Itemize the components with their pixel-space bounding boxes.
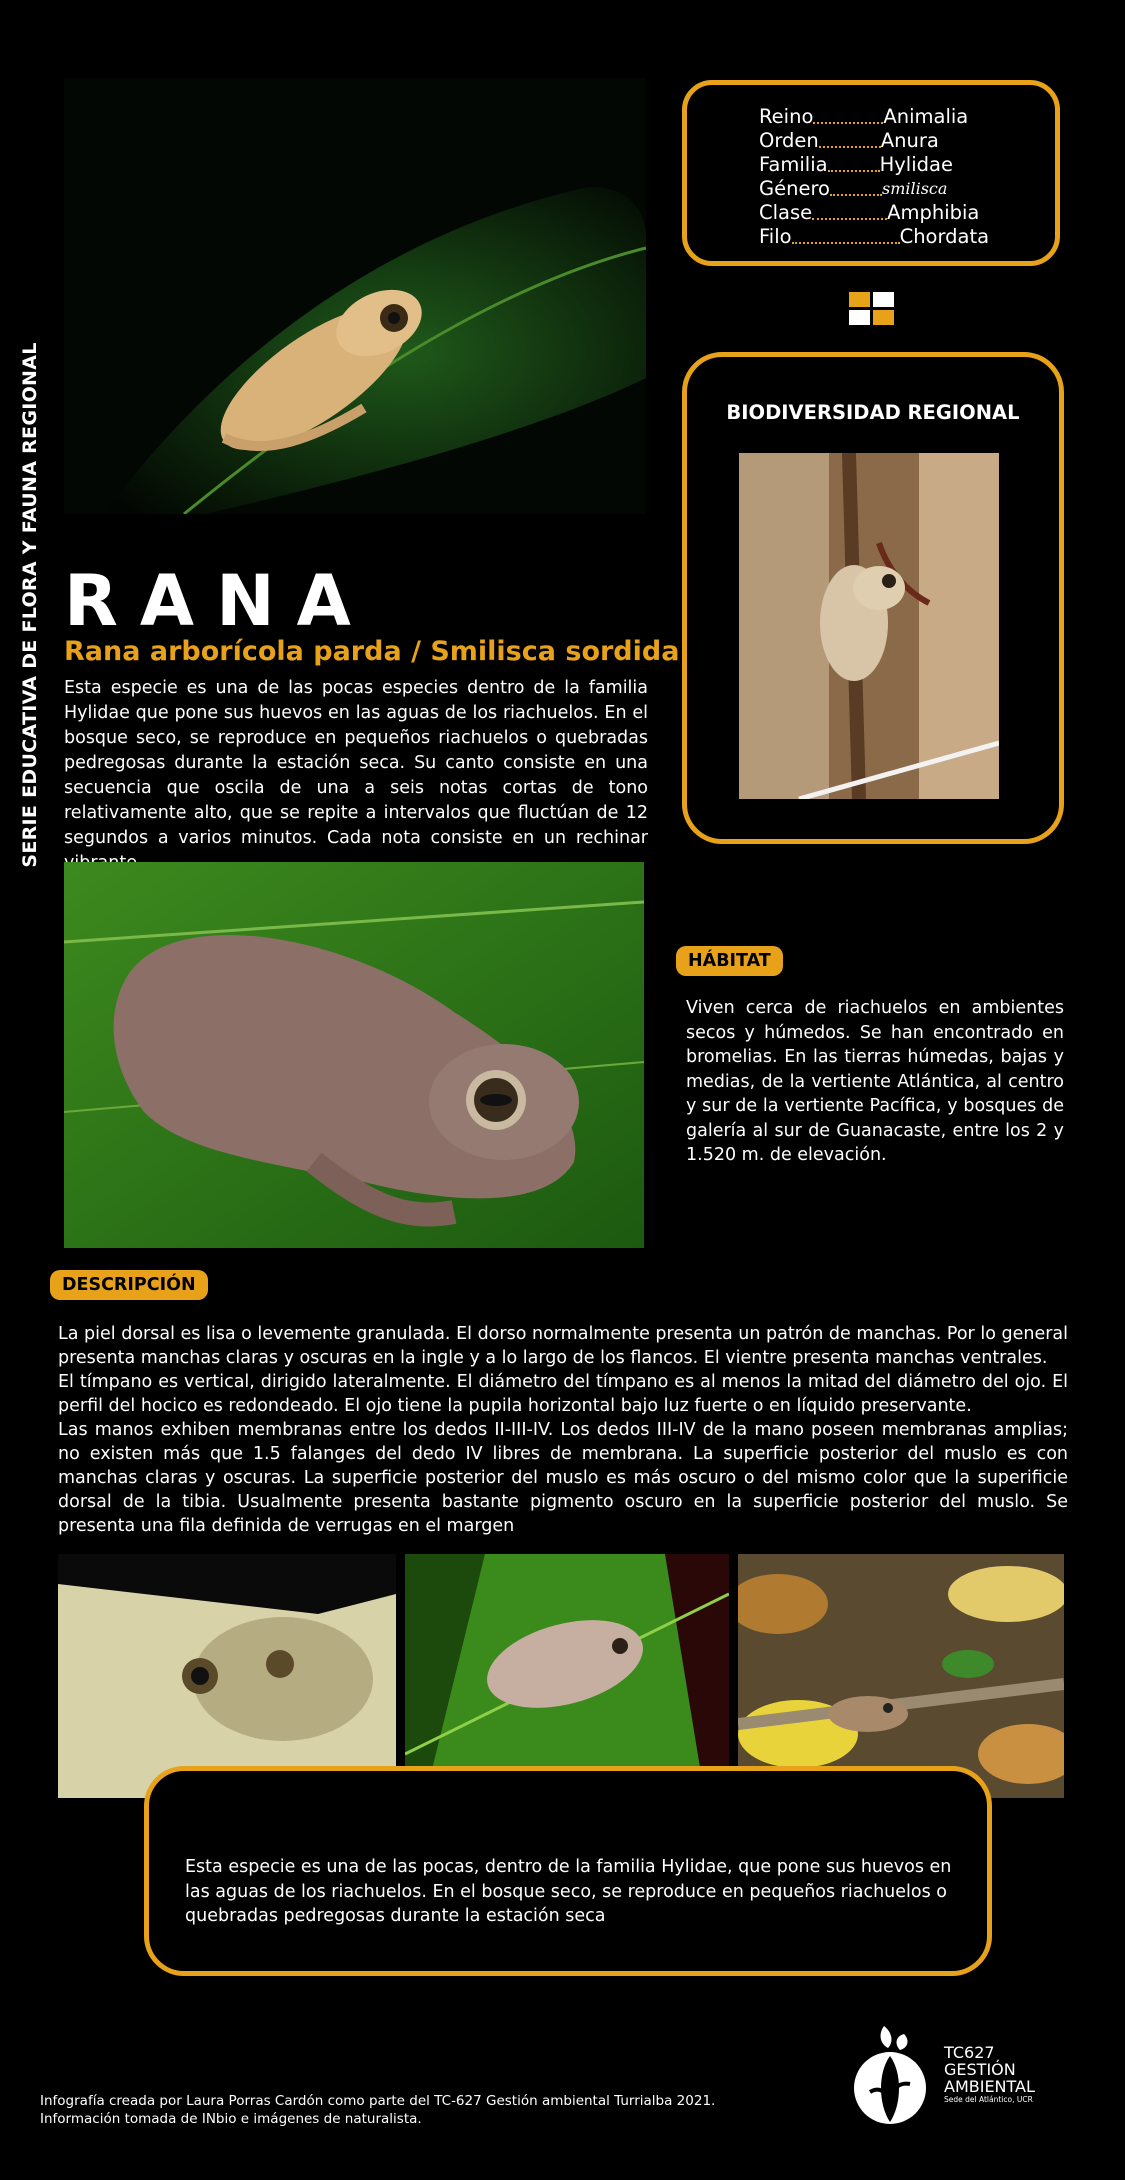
org-line: GESTIÓN — [944, 2060, 1016, 2079]
taxonomy-value: Amphibia — [887, 201, 980, 224]
habitat-paragraph: Viven cerca de riachuelos en ambientes secos y húmedos. Se han encontrado en bromelias. En las tierras húmedas, bajas y medias, de la vertiente Atlántica, al centro y sur de la vertiente Pacífica, y bosques de galería al sur de Guanacaste, entre los 2 y 1.520 m. de elevación. — [686, 998, 1064, 1165]
footer-line: Infografía creada por Laura Porras Cardón como parte del TC-627 Gestión ambiental Turrialba 2021. — [40, 2093, 716, 2109]
taxonomy-dots — [813, 105, 883, 124]
taxonomy-value: smilisca — [881, 179, 948, 198]
description-text — [58, 1322, 1068, 1538]
taxonomy-value: Animalia — [883, 105, 969, 128]
taxonomy-row — [759, 177, 989, 201]
taxonomy-row — [759, 129, 989, 153]
biodiversity-box — [682, 352, 1064, 844]
frog-on-trunk-photo — [739, 453, 999, 799]
taxonomy-value: Anura — [880, 129, 939, 152]
description-paragraph: Las manos exhiben membranas entre los dedos II-III-IV. Los dedos III-IV de la mano poseen membranas amplias; no existen más que 1.5 falanges del dedo IV libres de membrana. La superficie posterior del muslo es con manchas claras y oscuras. La superficie posterior del muslo es más oscuro o del mismo color que la superificie dorsal de la tibia. Usualmente presenta bastante pigmento oscuro en la superficie posterior del muslo. Se presenta una fila definida de verrugas en el margen — [58, 1420, 1068, 1536]
frog-on-green-leaf-photo — [405, 1554, 729, 1798]
taxonomy-dots — [792, 225, 900, 244]
org-name — [944, 2044, 1035, 2105]
description-label: DESCRIPCIÓN — [50, 1270, 208, 1300]
taxonomy-key: Clase — [759, 201, 813, 224]
taxonomy-dots — [828, 153, 880, 172]
squares-logo-icon — [849, 292, 895, 326]
org-line: TC627 — [944, 2043, 995, 2062]
taxonomy-key: Reino — [759, 105, 814, 128]
habitat-label: HÁBITAT — [676, 946, 783, 976]
note-text: Esta especie es una de las pocas, dentro de la familia Hylidae, que pone sus huevos en las aguas de los riachuelos. En el bosque seco, se reproduce en pequeños riachuelos o quebradas pedregosas durante la estación seca — [185, 1857, 952, 1926]
species-subtitle: Rana arborícola parda / Smilisca sordida — [64, 636, 680, 667]
org-subtitle: Sede del Atlántico, UCR — [944, 2095, 1033, 2104]
taxonomy-key: Orden — [759, 129, 819, 152]
note-box — [144, 1766, 992, 1976]
series-title — [10, 342, 50, 868]
frog-on-leaf-photo — [64, 78, 646, 514]
taxonomy-key: Filo — [759, 225, 792, 248]
description-paragraph: La piel dorsal es lisa o levemente granulada. El dorso normalmente presenta un patrón de manchas. Por lo general presenta manchas claras y oscuras en la ingle y a lo largo de los flancos. El vientre presenta manchas ventrales. — [58, 1324, 1068, 1368]
taxonomy-box — [682, 80, 1060, 266]
description-paragraph: El tímpano es vertical, dirigido lateralmente. El diámetro del tímpano es al menos la mitad del diámetro del ojo. El perfil del hocico es redondeado. El ojo tiene la pupila horizontal bajo luz fuerte o en líquido preservante. — [58, 1372, 1068, 1416]
taxonomy-key: Familia — [759, 153, 828, 176]
taxonomy-dots — [830, 177, 882, 196]
frog-closeup-photo — [64, 862, 644, 1248]
taxonomy-dots — [819, 129, 881, 148]
taxonomy-row — [759, 201, 989, 225]
footer-line: Información tomada de INbio e imágenes de naturalista. — [40, 2111, 422, 2127]
page-title: RANA — [64, 560, 373, 642]
taxonomy-row — [759, 225, 989, 249]
taxonomy-value: Chordata — [899, 225, 990, 248]
taxonomy-value: Hylidae — [879, 153, 953, 176]
taxonomy-row — [759, 153, 989, 177]
frog-on-leaf-litter-photo — [738, 1554, 1064, 1798]
org-line: AMBIENTAL — [944, 2077, 1035, 2096]
footer-credits — [40, 2092, 715, 2128]
taxonomy-dots — [812, 201, 887, 220]
series-title-text: SERIE EDUCATIVA DE FLORA Y FAUNA REGIONAL — [19, 342, 41, 868]
frog-on-sand-photo — [58, 1554, 396, 1798]
intro-paragraph: Esta especie es una de las pocas especies dentro de la familia Hylidae que pone sus huevos en las aguas de los riachuelos. En el bosque seco, se reproduce en pequeños riachuelos o quebradas pedregosas durante la estación seca. Su canto consiste en una secuencia que oscila de una a seis notas cortas de tono relativamente alto, que se repite a intervalos que fluctúan de 12 segundos a varios minutos. Cada nota consiste en un rechinar — [64, 678, 648, 848]
leaf-logo-icon — [850, 2022, 930, 2128]
taxonomy-list — [759, 105, 989, 249]
biodiversity-title: BIODIVERSIDAD REGIONAL — [726, 401, 1020, 424]
taxonomy-key: Género — [759, 177, 830, 200]
taxonomy-row — [759, 105, 989, 129]
